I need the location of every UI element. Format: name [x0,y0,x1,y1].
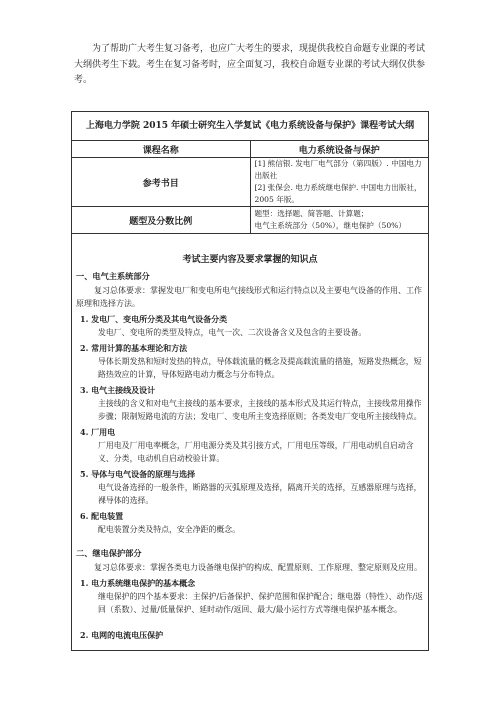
question-type-line: 题型：选择题、简答题、计算题； [254,209,369,218]
syllabus-title: 上海电力学院 2015 年硕士研究生入学复试《电力系统设备与保护》课程考试大纲 [72,112,429,141]
part1-item-2-desc: 导体长期发热和短时发热的特点，导体载流量的概念及提高载流量的措施，短路发热概念，短路热效应的计算，导体短路电动力概念与分布特点。 [98,357,422,379]
part1-item-5-desc: 电气设备选择的一般条件，断路器的灭弧原理及选择，隔离开关的选择，互感器原理与选择，裸导体的选择。 [98,483,422,505]
part1-heading: 一、电气主系统部分 [76,271,150,281]
part2-item-1-desc: 继电保护的四个基本要求：主保护/后备保护、保护范围和保护配合；继电器（特性）、动作/返回（系数）、过量/低量保护、延时动作/返回、最大/最小运行方式等继电保护基本概念。 [98,592,423,614]
part1-item-6-title: 6. 配电装置 [80,511,124,521]
question-type-label: 题型及分数比例 [72,207,251,234]
part2-item-1-title: 1. 电力系统继电保护的基本概念 [80,578,196,588]
reference-book-1: [1] 熊信银. 发电厂电气部分（第四版）. 中国电力出版社 [254,159,422,180]
reference-books-label: 参考书目 [72,158,251,207]
part1-item-3-title: 3. 电气主接线及设计 [80,385,156,395]
intro-paragraph: 为了帮助广大考生复习备考，也应广大考生的要求，现提供我校自命题专业课的考试大纲供考生下载。考生在复习备考时，应全面复习，我校自命题专业课的考试大纲仅供参考。 [74,44,426,85]
part1-item-6-desc: 配电装置分类及特点，安全净距的概念。 [98,525,241,534]
part1-item-5-title: 5. 导体与电气设备的原理与选择 [80,469,196,479]
part1-overview: 复习总体要求：掌握发电厂和变电所电气接线形式和运行特点以及主要电气设备的作用、工作原理和选择方法。 [76,286,422,308]
part1-item-4-title: 4. 厂用电 [80,427,116,437]
course-name-label: 课程名称 [72,141,251,158]
content-cell [72,234,429,651]
score-ratio-line: 电气主系统部分（50%），继电保护（50%） [254,221,406,230]
syllabus-table [71,111,429,651]
course-name-value: 电力系统设备与保护 [250,141,429,158]
part1-item-2-title: 2. 常用计算的基本理论和方法 [80,343,188,353]
part1-item-3-desc: 主接线的含义和对电气主接线的基本要求，主接线的基本形式及其运行特点，主接线常用操作步骤；限制短路电流的方法；发电厂、变电所主变选择原则；各类发电厂变电所主接线特点。 [98,399,422,421]
question-type-cell [250,207,429,234]
reference-book-2: [2] 张保会. 电力系统继电保护. 中国电力出版社，2005 年版。 [254,183,422,204]
part2-item-2-title: 2. 电网的电流电压保护 [80,630,164,640]
part1-item-4-desc: 厂用电及厂用电率概念，厂用电源分类及其引接方式，厂用电压等级，厂用电动机自启动含义、分类，电动机自启动校验计算。 [98,441,414,463]
part2-overview: 复习总体要求：掌握各类电力设备继电保护的构成、配置原则、工作原理、整定原则及应用。 [94,563,422,572]
part2-heading: 二、继电保护部分 [76,548,142,558]
part1-item-1-title: 1. 发电厂、变电所分类及其电气设备分类 [80,314,228,324]
content-title: 考试主要内容及要求掌握的知识点 [182,255,318,265]
part1-item-1-desc: 发电厂、变电所的类型及特点，电气一次、二次设备含义及包含的主要设备。 [98,328,367,337]
reference-books [250,158,429,207]
